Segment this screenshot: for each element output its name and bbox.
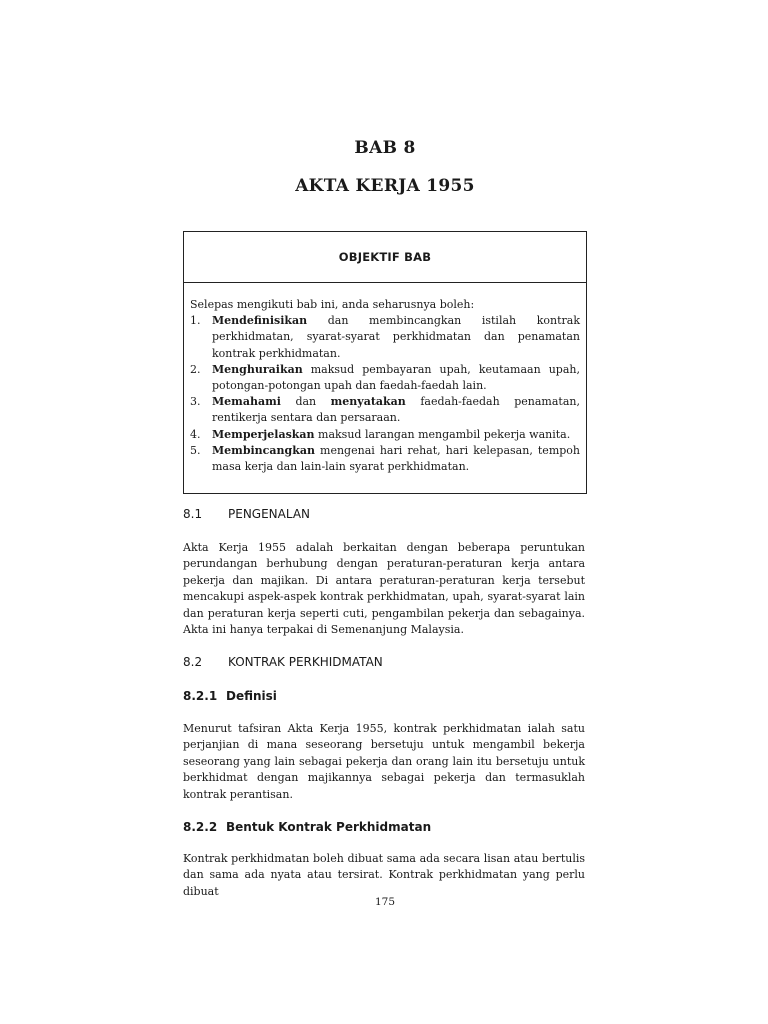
objective-number: 5. — [190, 443, 201, 457]
objective-description: dan membincangkan istilah kontrak perkhidmatan, syarat-syarat perkhidmatan dan penamatan kontrak perkhidmatan. — [212, 314, 580, 360]
objective-keyword: Memperjelaskan — [212, 427, 315, 441]
objective-item — [190, 427, 580, 443]
section-heading-8-2 — [183, 655, 587, 669]
objective-text — [212, 362, 580, 394]
objective-item — [190, 362, 580, 394]
section-8-1-paragraph: Akta Kerja 1955 adalah berkaitan dengan beberapa peruntukan perundangan berhubung dengan peraturan-peraturan kerja antara pekerja dan majikan. Di antara peraturan-peraturan kerja tersebut mencakupi aspek-aspek kontrak perkhidmatan, upah, syarat-syarat lain dan peraturan kerja seperti cuti, pengambilan pekerja dan sebagainya. Akta ini hanya terpakai di Semenanjung Malaysia. — [183, 541, 585, 637]
section-number: 8.2 — [183, 655, 203, 669]
section-number: 8.2.1 — [183, 689, 218, 703]
objective-item — [190, 443, 580, 475]
objective-keyword-secondary: menyatakan — [330, 395, 406, 409]
objective-number: 3. — [190, 395, 201, 409]
objective-keyword: Mendefinisikan — [212, 314, 308, 328]
section-number: 8.2.2 — [183, 820, 218, 834]
chapter-title: AKTA KERJA 1955 — [295, 176, 475, 196]
objective-number: 2. — [190, 362, 201, 376]
objective-text — [212, 443, 580, 475]
objectives-body — [184, 283, 586, 475]
objective-text — [212, 427, 580, 443]
page-number: 175 — [374, 896, 396, 908]
objectives-box — [183, 231, 587, 494]
section-8-2-1-paragraph: Menurut tafsiran Akta Kerja 1955, kontrak perkhidmatan ialah satu perjanjian di mana seseorang bersetuju untuk mengambil bekerja seseorang yang lain sebagai pekerja dan orang lain itu bersetuju untuk berkhidmat dengan majikannya sebagai pekerja dan termasuklah kontrak perantisan. — [183, 722, 585, 801]
objective-keyword: Memahami — [212, 395, 281, 409]
objective-item — [190, 313, 580, 362]
chapter-number: BAB 8 — [354, 138, 416, 158]
section-heading-8-2-1 — [183, 689, 587, 703]
section-title: KONTRAK PERKHIDMATAN — [228, 655, 383, 669]
objective-text — [212, 313, 580, 362]
section-title: Definisi — [226, 689, 277, 703]
objectives-intro: Selepas mengikuti bab ini, anda seharusnya boleh: — [190, 298, 475, 311]
section-heading-8-2-2 — [183, 820, 587, 834]
objective-description: maksud pembayaran upah, keutamaan upah, potongan-potongan upah dan faedah-faedah lain. — [212, 362, 580, 393]
objective-description: mengenai hari rehat, hari kelepasan, tempoh masa kerja dan lain-lain syarat perkhidmatan. — [212, 443, 580, 474]
objective-description: maksud larangan mengambil pekerja wanita. — [314, 427, 571, 441]
objectives-header: OBJEKTIF BAB — [184, 232, 586, 283]
objective-keyword: Menghuraikan — [212, 362, 303, 376]
objective-description: faedah-faedah penamatan, rentikerja sentara dan persaraan. — [212, 395, 580, 425]
section-title: Bentuk Kontrak Perkhidmatan — [226, 820, 432, 834]
objective-connector: dan — [280, 395, 331, 409]
objectives-list — [190, 313, 580, 475]
objective-item — [190, 394, 580, 426]
objective-keyword: Membincangkan — [212, 443, 315, 457]
objective-text — [212, 394, 580, 426]
objective-number: 1. — [190, 314, 201, 328]
section-title: PENGENALAN — [228, 507, 311, 521]
section-8-2-2-paragraph: Kontrak perkhidmatan boleh dibuat sama ada secara lisan atau bertulis dan sama ada nyata atau tersirat. Kontrak perkhidmatan yang perlu dibuat — [183, 852, 585, 898]
section-number: 8.1 — [183, 507, 203, 521]
objective-number: 4. — [190, 427, 201, 441]
section-heading-8-1 — [183, 507, 587, 521]
